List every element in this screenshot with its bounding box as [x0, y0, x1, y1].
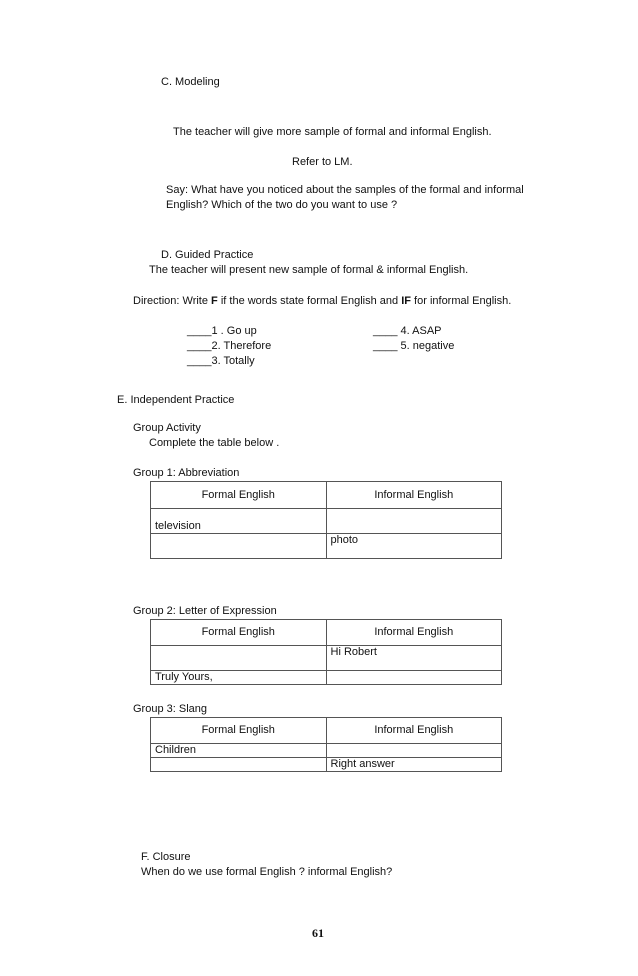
page-number: 61 — [312, 926, 324, 940]
independent-heading: E. Independent Practice — [117, 394, 235, 406]
guided-heading: D. Guided Practice — [161, 249, 254, 261]
table-cell: Children — [151, 744, 327, 758]
col-informal-header: Informal English — [326, 718, 502, 744]
group-2-title: Group 2: Letter of Expression — [133, 605, 277, 617]
direction-if: IF — [401, 295, 411, 307]
table-cell — [326, 671, 502, 685]
guided-line-1: The teacher will present new sample of formal & informal English. — [149, 264, 469, 276]
group-2-table — [150, 619, 502, 685]
direction-f: F — [211, 295, 218, 307]
table-cell: Right answer — [326, 758, 502, 772]
direction-text-mid: if the words state formal English and — [217, 295, 402, 307]
direction-line — [133, 295, 511, 307]
direction-text-pre: Direction: Write — [133, 295, 212, 307]
group-activity-label: Group Activity — [133, 422, 201, 434]
direction-text-post: for informal English. — [411, 295, 512, 307]
table-cell — [151, 758, 327, 772]
modeling-line-2: Refer to LM. — [292, 156, 353, 168]
table-cell — [151, 534, 327, 559]
modeling-line-1: The teacher will give more sample of formal and informal English. — [173, 126, 492, 138]
group-3-title: Group 3: Slang — [133, 703, 207, 715]
item-5: ____ 5. negative — [373, 340, 455, 352]
table-cell: Hi Robert — [326, 646, 502, 671]
table-cell — [151, 646, 327, 671]
group-1-table — [150, 481, 502, 559]
col-informal-header: Informal English — [326, 482, 502, 509]
modeling-heading: C. Modeling — [161, 76, 220, 88]
col-formal-header: Formal English — [151, 620, 327, 646]
col-formal-header: Formal English — [151, 482, 327, 509]
table-cell: Truly Yours, — [151, 671, 327, 685]
item-2: ____2. Therefore — [187, 340, 272, 352]
col-formal-header: Formal English — [151, 718, 327, 744]
item-3: ____3. Totally — [187, 355, 255, 367]
closure-heading: F. Closure — [141, 851, 191, 863]
col-informal-header: Informal English — [326, 620, 502, 646]
table-cell — [326, 509, 502, 534]
table-cell — [326, 744, 502, 758]
modeling-say-2: English? Which of the two do you want to use ? — [166, 199, 398, 211]
table-cell: television — [151, 509, 327, 534]
group-1-title: Group 1: Abbreviation — [133, 467, 240, 479]
instruction-text: Complete the table below . — [149, 437, 280, 449]
group-3-table — [150, 717, 502, 772]
closure-question: When do we use formal English ? informal English? — [141, 866, 393, 878]
table-cell: photo — [326, 534, 502, 559]
item-1: ____1 . Go up — [187, 325, 257, 337]
modeling-say-1: Say: What have you noticed about the samples of the formal and informal — [166, 184, 524, 196]
item-4: ____ 4. ASAP — [373, 325, 442, 337]
